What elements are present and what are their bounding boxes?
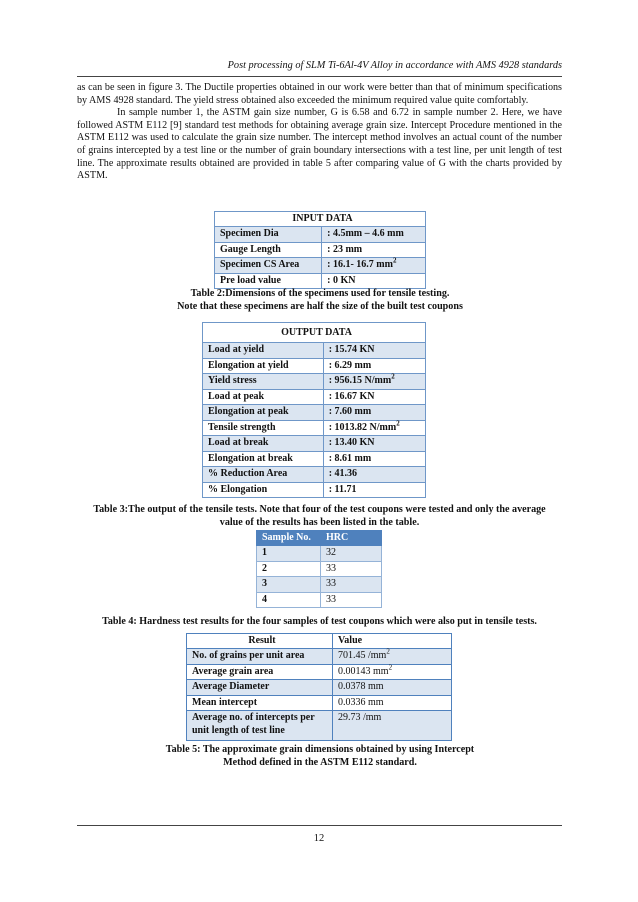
grain-row-value: 0.00143 $mm^2$: [333, 664, 452, 679]
col-hrc: HRC: [321, 531, 382, 546]
hardness-table: [256, 530, 382, 608]
output-row-label: Load at break: [203, 436, 324, 452]
output-row-value: : 1013.82 $N/mm^2$: [323, 420, 425, 436]
input-data-table: [214, 211, 426, 289]
input-row-value: : 16.1- 16.7 $mm^2$: [322, 258, 426, 273]
output-row-value: : 15.74 KN: [323, 343, 425, 359]
input-row-value: : 4.5mm – 4.6 mm: [322, 227, 426, 242]
table-2-caption: Table 2:Dimensions of the specimens used for tensile testing. Note that these specimens are half the size of the built test coupons: [177, 288, 463, 312]
page-number: 12: [313, 833, 325, 844]
sample-number: 3: [257, 577, 321, 592]
hrc-value: 33: [321, 592, 382, 607]
output-row-value: : 8.61 mm: [323, 451, 425, 467]
output-row-label: % Elongation: [203, 482, 324, 498]
grain-row-label: Average Diameter: [187, 680, 333, 695]
grain-row-value: 29.73 /mm: [333, 710, 452, 740]
hrc-value: 33: [321, 577, 382, 592]
output-row-value: : 11.71: [323, 482, 425, 498]
col-result: Result: [187, 634, 333, 649]
input-row-value: : 23 mm: [322, 242, 426, 257]
table-5-caption: Table 5: The approximate grain dimensions obtained by using Intercept Method defined in the ASTM E112 standard.: [165, 744, 475, 768]
col-value: Value: [333, 634, 452, 649]
output-row-value: : 7.60 mm: [323, 405, 425, 421]
body-text: [77, 82, 562, 183]
running-header: Post processing of SLM Ti-6Al-4V Alloy in accordance with AMS 4928 standards: [227, 60, 562, 71]
grain-row-value: 0.0336 mm: [333, 695, 452, 710]
footer-rule: [77, 825, 562, 826]
input-row-value: : 0 KN: [322, 273, 426, 288]
grain-row-label: Mean intercept: [187, 695, 333, 710]
sample-number: 2: [257, 561, 321, 576]
header-rule: [77, 76, 562, 77]
grain-row-label: No. of grains per unit area: [187, 649, 333, 664]
paragraph-2: In sample number 1, the ASTM gain size number, G is 6.58 and 6.72 in sample number 2. Here, we have followed ASTM E112 [9] standard test methods for obtaining average grain size. Intercept Procedure mentioned in the ASTM E112 was used to calculate the grain size number. The intercept method involves an actual count of the number of grains intercepted by a test line or the number of grain boundary intersections with a test line, per unit length of test line. The approximate results obtained are provided in table 5 after comparing value of G with the charts provided by ASTM.: [77, 107, 562, 182]
col-sample-no: Sample No.: [257, 531, 321, 546]
grain-row-label: Average no. of intercepts per unit length of test line: [187, 710, 333, 740]
grain-row-value: 0.0378 mm: [333, 680, 452, 695]
output-row-label: Elongation at break: [203, 451, 324, 467]
output-table-title: OUTPUT DATA: [203, 323, 426, 343]
output-row-value: : 41.36: [323, 467, 425, 483]
output-data-table: [202, 322, 426, 498]
input-row-label: Gauge Length: [215, 242, 322, 257]
input-row-label: Pre load value: [215, 273, 322, 288]
output-row-label: Elongation at yield: [203, 358, 324, 374]
input-row-label: Specimen CS Area: [215, 258, 322, 273]
output-row-value: : 13.40 KN: [323, 436, 425, 452]
output-row-label: Tensile strength: [203, 420, 324, 436]
input-row-label: Specimen Dia: [215, 227, 322, 242]
output-row-label: Load at peak: [203, 389, 324, 405]
grain-dimensions-table: [186, 633, 452, 741]
hrc-value: 32: [321, 546, 382, 561]
sample-number: 1: [257, 546, 321, 561]
output-row-value: : 956.15 $N/mm^2$: [323, 374, 425, 390]
grain-row-value: 701.45 $/mm^2$: [333, 649, 452, 664]
output-row-label: Elongation at peak: [203, 405, 324, 421]
output-row-label: % Reduction Area: [203, 467, 324, 483]
output-row-label: Yield stress: [203, 374, 324, 390]
input-table-title: INPUT DATA: [215, 212, 426, 227]
output-row-value: : 6.29 mm: [323, 358, 425, 374]
output-row-label: Load at yield: [203, 343, 324, 359]
hrc-value: 33: [321, 561, 382, 576]
table-3-caption: Table 3:The output of the tensile tests. Note that four of the test coupons were tested and only the average value of the results has been listed in the table.: [93, 504, 546, 528]
paragraph-1: as can be seen in figure 3. The Ductile properties obtained in our work were better than that of minimum specifications by AMS 4928 standard. The yield stress obtained also exceeded the minimum required value quite comfortably.: [77, 82, 562, 106]
table-4-caption: Table 4: Hardness test results for the four samples of test coupons which were also put in tensile tests.: [102, 616, 537, 627]
sample-number: 4: [257, 592, 321, 607]
grain-row-label: Average grain area: [187, 664, 333, 679]
output-row-value: : 16.67 KN: [323, 389, 425, 405]
